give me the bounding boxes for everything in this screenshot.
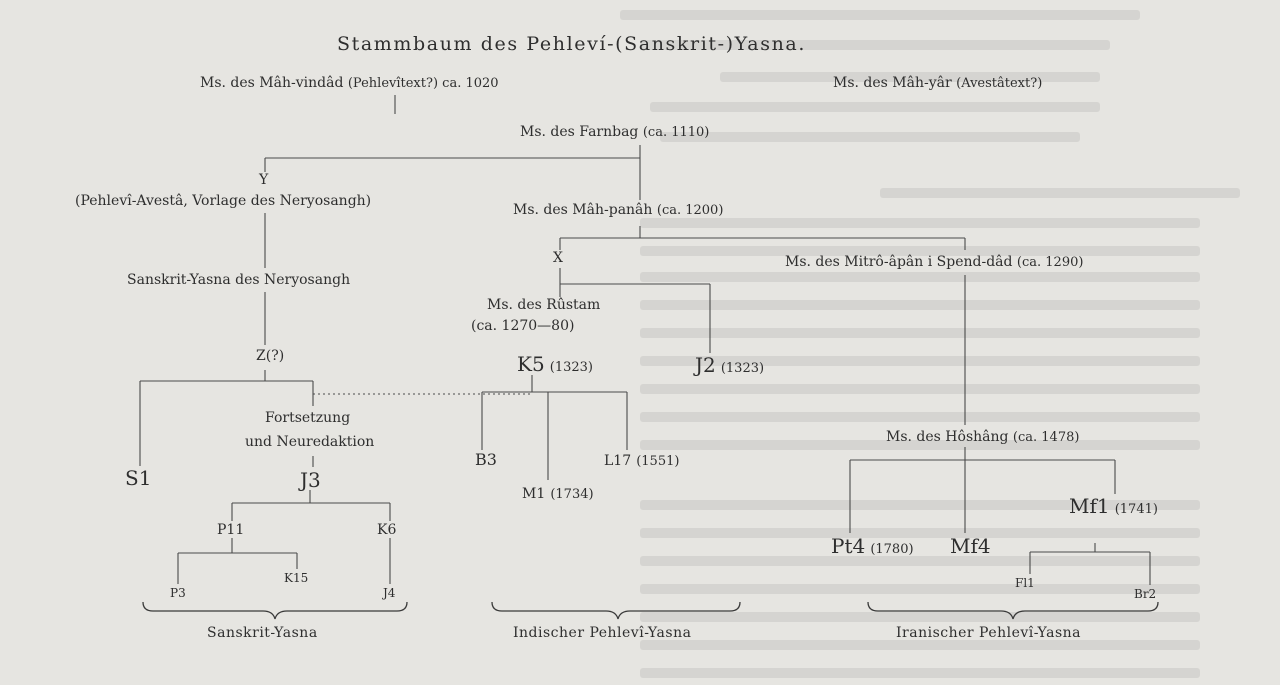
node-pt4 <box>831 536 914 556</box>
node-l17-label: L17 <box>604 453 632 469</box>
node-s1: S1 <box>125 466 152 490</box>
node-fl1: Fl1 <box>1015 576 1035 590</box>
node-hoshang-label: Ms. des Hôshâng <box>886 429 1009 445</box>
node-mah-yar <box>833 76 1042 90</box>
node-pt4-note: (1780) <box>870 542 914 557</box>
node-mah-panah-label: Ms. des Mâh-panâh <box>513 202 653 218</box>
node-x: X <box>553 250 563 266</box>
node-farnbag-note: (ca. 1110) <box>642 125 710 140</box>
node-rustam: Ms. des Rûstam <box>487 297 601 313</box>
node-sanskrit-yasna-neryosangh: Sanskrit-Yasna des Neryosangh <box>127 272 351 288</box>
node-mah-yar-note: (Avestâtext?) <box>956 76 1043 91</box>
node-z: Z(?) <box>256 348 285 364</box>
group-label-iranischer-pehlevi-yasna: Iranischer Pehlevî-Yasna <box>896 625 1082 641</box>
node-k6: K6 <box>377 522 397 538</box>
node-br2: Br2 <box>1134 587 1157 601</box>
node-mf1 <box>1069 496 1158 516</box>
node-mah-panah <box>513 203 723 217</box>
node-j4: J4 <box>383 586 396 600</box>
node-mah-yar-label: Ms. des Mâh-yâr <box>833 75 952 91</box>
node-mf1-label: Mf1 <box>1069 494 1110 518</box>
node-mah-panah-note: (ca. 1200) <box>656 203 724 218</box>
group-label-indischer-pehlevi-yasna: Indischer Pehlevî-Yasna <box>513 625 692 641</box>
node-k5-note: (1323) <box>549 360 593 375</box>
node-fortsetzung: Fortsetzung <box>265 410 351 426</box>
node-mf1-note: (1741) <box>1114 502 1158 517</box>
node-l17 <box>604 452 679 468</box>
node-rustam-note: (ca. 1270—80) <box>471 318 575 334</box>
node-l17-note: (1551) <box>636 454 680 469</box>
node-mitro-apan <box>785 255 1083 269</box>
node-mah-vindad-note: (Pehlevîtext?) ca. 1020 <box>347 76 499 91</box>
node-m1-note: (1734) <box>550 487 594 502</box>
node-hoshang-note: (ca. 1478) <box>1012 430 1080 445</box>
node-neuredaktion: und Neuredaktion <box>245 434 375 450</box>
node-j2-label: J2 <box>695 353 716 377</box>
node-m1-label: M1 <box>522 486 546 502</box>
node-k15: K15 <box>284 571 309 585</box>
node-k5 <box>517 354 593 374</box>
node-m1 <box>522 485 594 501</box>
node-k5-label: K5 <box>517 352 545 376</box>
node-j2-note: (1323) <box>720 361 765 376</box>
node-j2 <box>695 355 764 375</box>
node-farnbag-label: Ms. des Farnbag <box>520 124 639 140</box>
node-mah-vindad <box>200 76 499 90</box>
node-farnbag <box>520 125 709 139</box>
node-y: Y <box>259 172 269 188</box>
node-mf4: Mf4 <box>950 534 991 558</box>
node-mah-vindad-label: Ms. des Mâh-vindâd <box>200 75 344 91</box>
node-hoshang <box>886 430 1079 444</box>
node-p11: P11 <box>217 522 245 538</box>
node-p3: P3 <box>170 586 186 600</box>
diagram-title: Stammbaum des Pehleví-(Sanskrit-)Yasna. <box>337 33 806 55</box>
node-mitro-apan-label: Ms. des Mitrô-âpân i Spend-dâd <box>785 254 1013 270</box>
node-j3: J3 <box>300 468 321 492</box>
node-mitro-apan-note: (ca. 1290) <box>1016 255 1084 270</box>
group-label-sanskrit-yasna: Sanskrit-Yasna <box>207 625 318 641</box>
node-b3: B3 <box>475 450 497 469</box>
node-pt4-label: Pt4 <box>831 534 866 558</box>
node-y-description: (Pehlevî-Avestâ, Vorlage des Neryosangh) <box>75 193 372 209</box>
